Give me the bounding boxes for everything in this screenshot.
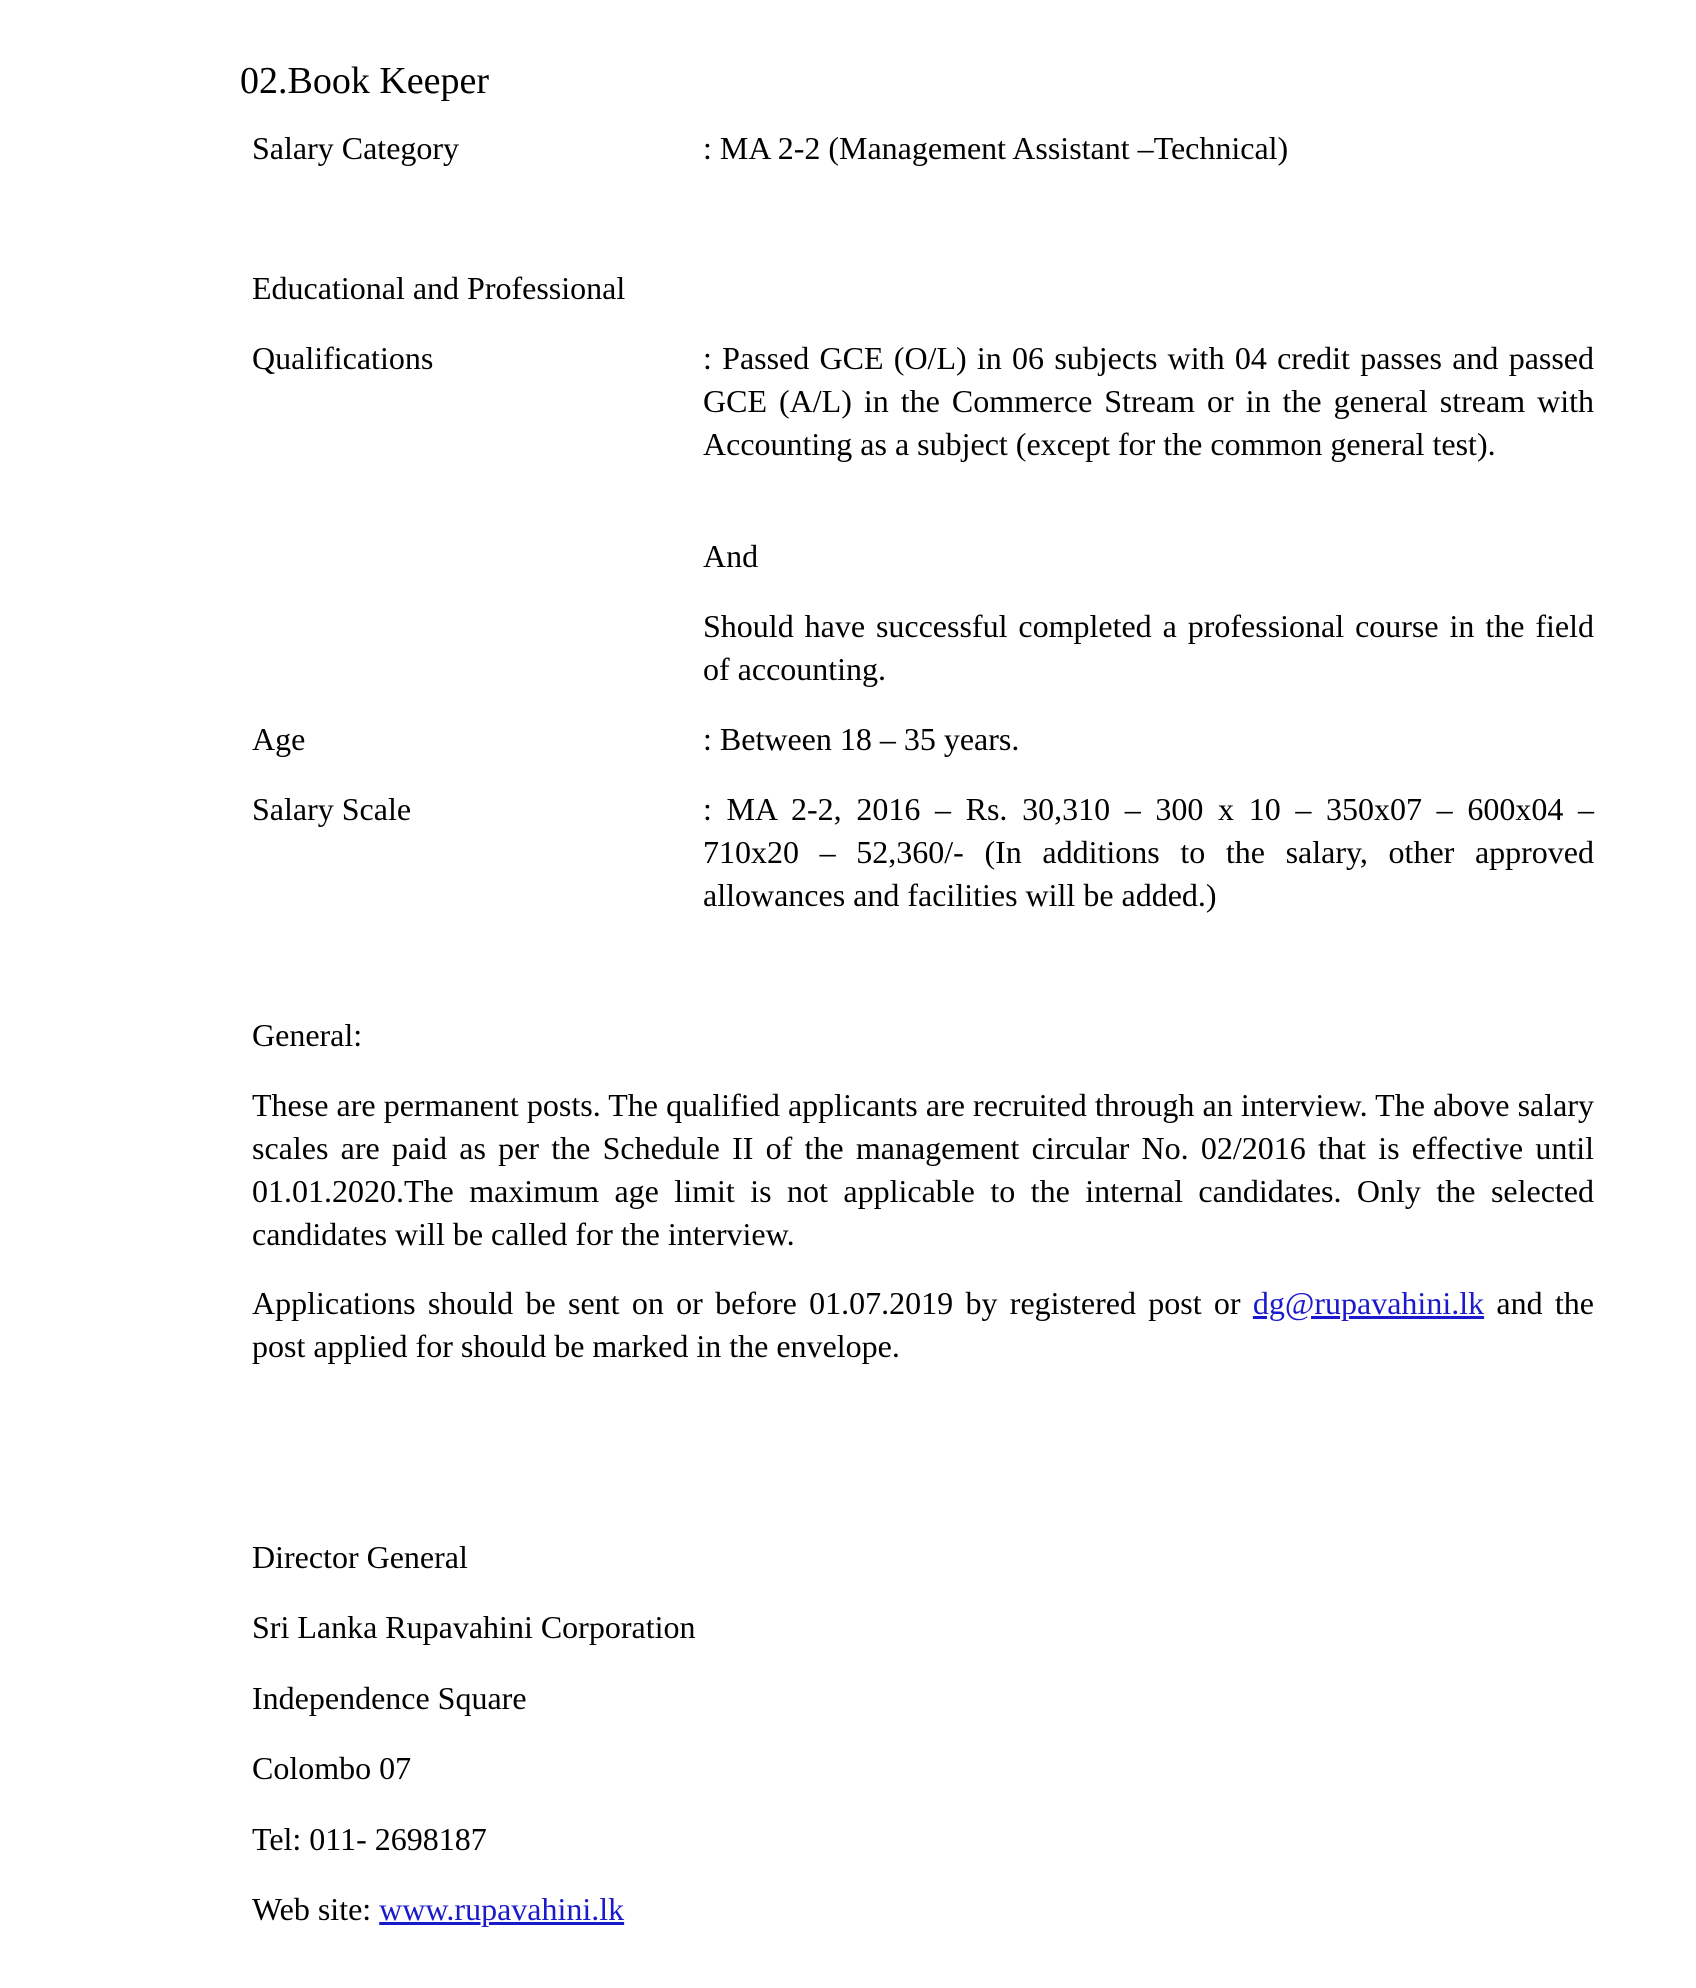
section-heading: 02.Book Keeper: [240, 60, 490, 102]
salary-category-value: : MA 2-2 (Management Assistant –Technical): [703, 130, 1289, 166]
contact-telephone: Tel: 011- 2698187: [252, 1821, 487, 1857]
general-paragraph-2-text-before: Applications should be sent on or before 01.07.2019 by registered post or: [252, 1285, 1253, 1321]
general-paragraph-2-text-after: and the post applied for should be marked in the envelope.: [252, 1285, 1595, 1364]
general-title: General:: [252, 1017, 363, 1053]
salary-scale-value: : MA 2-2, 2016 – Rs. 30,310 – 300 x 10 – 350x07 – 600x04 – 710x20 – 52,360/- (In additions to the salary, other approved allowances and facilities will be added.): [703, 791, 1594, 913]
contact-address-line2: Colombo 07: [252, 1750, 412, 1786]
age-label: Age: [252, 721, 306, 757]
email-link[interactable]: dg@rupavahini.lk: [1252, 1285, 1485, 1321]
contact-title: Director General: [252, 1539, 468, 1575]
general-paragraph-1: These are permanent posts. The qualified applicants are recruited through an interview. The above salary scales are paid as per the Schedule II of the management circular No. 02/2016 that is effective until 01.01.2020.The maximum age limit is not applicable to the internal candidates. Only the selected candidates will be called for the interview.: [252, 1087, 1594, 1252]
qualifications-value-para2: Should have successful completed a professional course in the field of accounting.: [703, 608, 1594, 687]
contact-organization: Sri Lanka Rupavahini Corporation: [252, 1609, 696, 1645]
qualifications-value-para1: : Passed GCE (O/L) in 06 subjects with 04 credit passes and passed GCE (A/L) in the Commerce Stream or in the general stream with Accounting as a subject (except for the common general test).: [703, 340, 1594, 462]
qualifications-and: And: [703, 538, 759, 574]
salary-category-label: Salary Category: [252, 130, 460, 166]
general-paragraph-2: [252, 1282, 1594, 1368]
salary-scale-label: Salary Scale: [252, 791, 412, 827]
qualifications-label-line2: Qualifications: [252, 340, 434, 376]
contact-address-line1: Independence Square: [252, 1680, 527, 1716]
website-link[interactable]: www.rupavahini.lk: [379, 1891, 625, 1927]
website-label: Web site:: [252, 1891, 380, 1927]
contact-website: [252, 1888, 624, 1931]
qualifications-label-line1: Educational and Professional: [252, 270, 626, 306]
age-value: : Between 18 – 35 years.: [703, 721, 1020, 757]
